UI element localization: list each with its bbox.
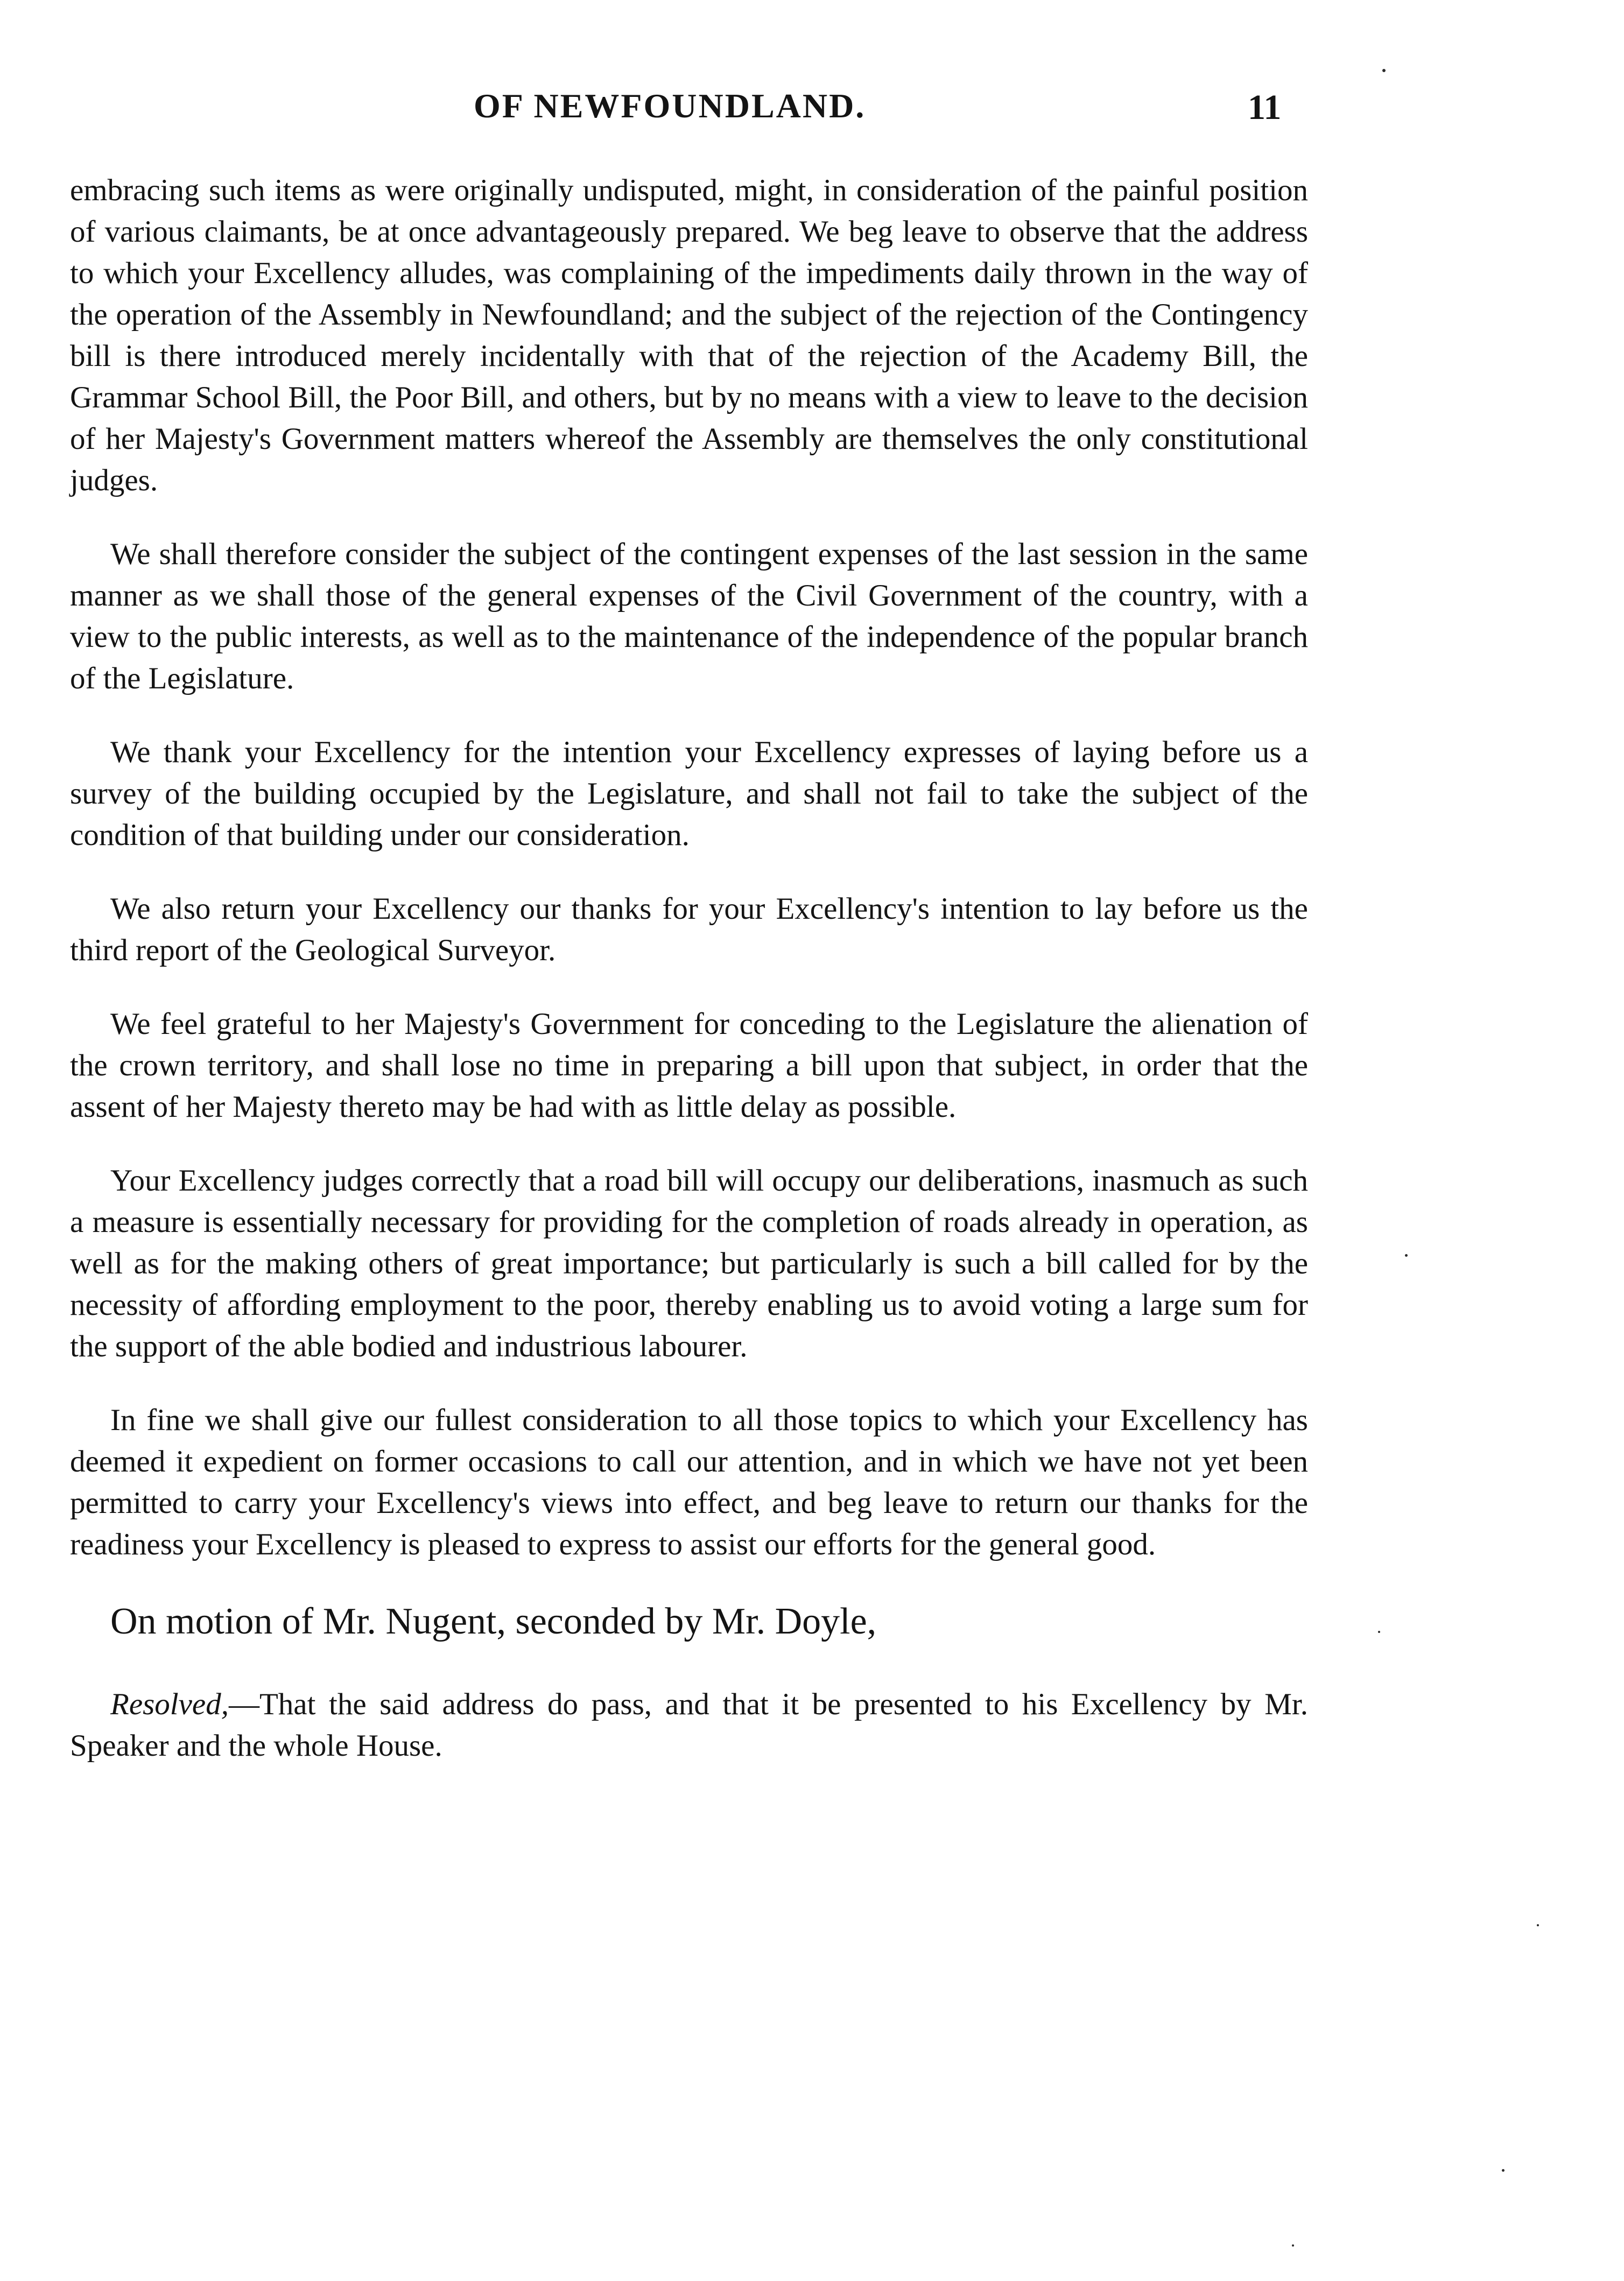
scan-speck bbox=[1502, 2169, 1505, 2172]
paragraph-legislature-building: We thank your Excellency for the intention your Excellency expresses of laying before us a survey of the building occupied by the Legislature, and shall not fail to take the subject of the condition of that building under our consideration. bbox=[70, 735, 1308, 852]
paragraph-geological-report: We also return your Excellency our thanks for your Excellency's intention to lay before us the third report of the Geological Surveyor. bbox=[70, 892, 1308, 967]
scan-speck bbox=[1537, 1924, 1539, 1926]
resolution-text: —That the said address do pass, and that it be presented to his Excellency by Mr. Speaker and the whole House. bbox=[70, 1687, 1308, 1763]
scan-speck bbox=[1405, 1254, 1408, 1257]
paragraph-road-bill: Your Excellency judges correctly that a road bill will occupy our deliberations, inasmuch as such a measure is essentially necessary for providing for the completion of roads already in operation, as well as for the making others of great importance; but particularly is such a bill called for by the necessity of affording employment to the poor, thereby enabling us to avoid voting a large sum for the support of the able bodied and industrious labourer. bbox=[70, 1164, 1308, 1363]
paragraph-continuation: embracing such items as were originally undisputed, might, in consideration of the painful position of various claimants, be at once advantageously prepared. We beg leave to observe that the address to which your Excellency alludes, was complaining of the impediments daily thrown in the way of the operation of the Assembly in Newfoundland; and the subject of the rejection of the Contingency bill is there introduced merely incidentally with that of the rejection of the Academy Bill, the Grammar School Bill, the Poor Bill, and others, but by no means with a view to leave to the decision of her Majesty's Government matters whereof the Assembly are themselves the only constitutional judges. bbox=[70, 173, 1308, 497]
motion-line: On motion of Mr. Nugent, seconded by Mr. Doyle, bbox=[110, 1601, 877, 1642]
resolution bbox=[70, 1684, 1308, 1766]
scan-speck bbox=[1382, 69, 1386, 72]
resolved-label: Resolved, bbox=[110, 1687, 229, 1721]
scan-speck bbox=[1292, 2244, 1294, 2247]
body-text bbox=[70, 170, 1308, 1766]
running-head bbox=[0, 81, 1624, 135]
scan-speck bbox=[1378, 1631, 1380, 1633]
paragraph-contingent-expenses: We shall therefore consider the subject of the contingent expenses of the last session in the same manner as we shall those of the general expenses of the Civil Government of the country, with a view to the public interests, as well as to the maintenance of the independence of the popular branch of the Legislature. bbox=[70, 537, 1308, 695]
paragraph-in-fine: In fine we shall give our fullest consideration to all those topics to which your Excellency has deemed it expedient on former occasions to call our attention, and in which we have not yet been permitted to carry your Excellency's views into effect, and beg leave to return our thanks for the readiness your Excellency is pleased to express to assist our efforts for the general good. bbox=[70, 1403, 1308, 1561]
paragraph-crown-territory: We feel grateful to her Majesty's Government for conceding to the Legislature the alienation of the crown territory, and shall lose no time in preparing a bill upon that subject, in order that the assent of her Majesty thereto may be had with as little delay as possible. bbox=[70, 1007, 1308, 1124]
running-title: OF NEWFOUNDLAND. bbox=[474, 87, 866, 125]
page-number: 11 bbox=[1248, 88, 1282, 127]
